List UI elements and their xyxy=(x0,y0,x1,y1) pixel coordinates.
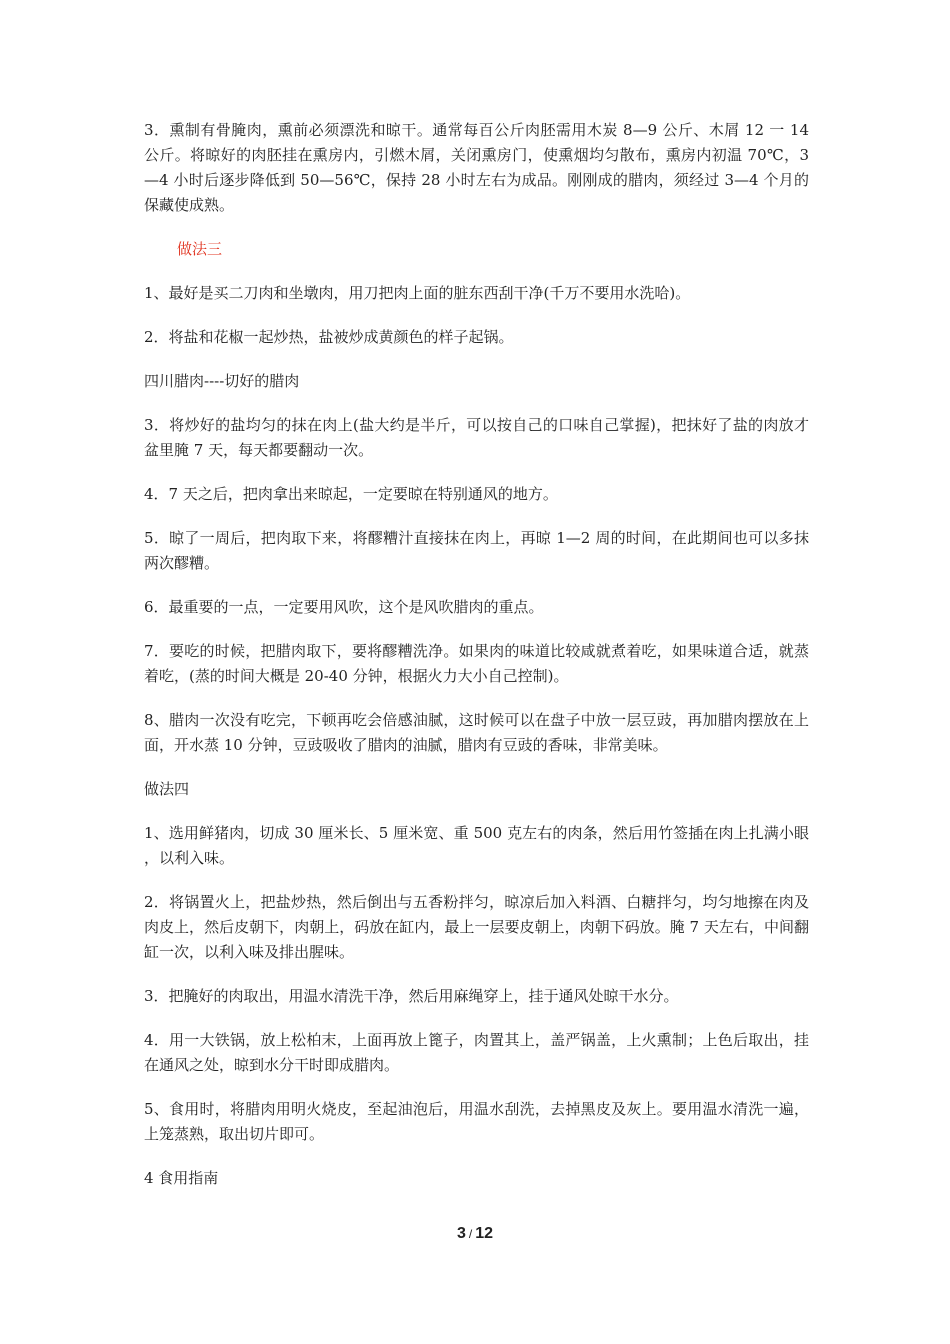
paragraph-method3-step-3: 3．将炒好的盐均匀的抹在肉上(盐大约是半斤，可以按自己的口味自己掌握)，把抹好了盐的肉放才盆里腌 7 天，每天都要翻动一次。 xyxy=(144,416,809,459)
document-body xyxy=(144,118,809,1210)
paragraph-method3-step-2: 2．将盐和花椒一起炒热，盐被炒成黄颜色的样子起锅。 xyxy=(144,328,514,346)
total-pages-number: 12 xyxy=(475,1225,494,1242)
paragraph-method4-step-1: 1、选用鲜猪肉，切成 30 厘米长、5 厘米宽、重 500 克左右的肉条，然后用竹签插在肉上扎满小眼 ，以利入味。 xyxy=(144,824,809,867)
paragraph-method3-step-5: 5．晾了一周后，把肉取下来，将醪糟汁直接抹在肉上，再晾 1—2 周的时间，在此期间也可以多抹两次醪糟。 xyxy=(144,529,809,572)
current-page-number: 3 xyxy=(456,1225,466,1242)
paragraph-method4-step-3: 3．把腌好的肉取出，用温水清洗干净，然后用麻绳穿上，挂于通风处晾干水分。 xyxy=(144,987,679,1005)
image-caption: 四川腊肉----切好的腊肉 xyxy=(144,372,300,390)
section-heading-eating-guide: 4 食用指南 xyxy=(144,1169,219,1187)
paragraph-method4-step-5: 5、食用时，将腊肉用明火烧皮，至起油泡后，用温水刮洗，去掉黑皮及灰上。要用温水清洗一遍，上笼蒸熟，取出切片即可。 xyxy=(144,1100,809,1143)
paragraph-smoking-step-3: 3．熏制有骨腌肉，熏前必须漂洗和晾干。通常每百公斤肉胚需用木炭 8—9 公斤、木屑 12 一 14 公斤。将晾好的肉胚挂在熏房内，引燃木屑，关闭熏房门，使熏烟均匀散布，熏房内初温 70℃，3—4 小时后逐步降低到 50—56℃，保持 28 小时左右为成品。刚刚成的腊肉，须经过 3—4 个月的保藏使成熟。 xyxy=(144,121,809,214)
section-heading-method-3: 做法三 xyxy=(177,240,223,258)
paragraph-method3-step-6: 6．最重要的一点，一定要用风吹，这个是风吹腊肉的重点。 xyxy=(144,598,544,616)
paragraph-method3-step-8: 8、腊肉一次没有吃完，下顿再吃会倍感油腻，这时候可以在盘子中放一层豆豉，再加腊肉摆放在上面，开水蒸 10 分钟，豆豉吸收了腊肉的油腻，腊肉有豆豉的香味，非常美味。 xyxy=(144,711,809,754)
paragraph-method3-step-7: 7．要吃的时候，把腊肉取下，要将醪糟洗净。如果肉的味道比较咸就煮着吃，如果味道合适，就蒸着吃，(蒸的时间大概是 20-40 分钟，根据火力大小自己控制)。 xyxy=(144,642,809,685)
paragraph-method4-step-2: 2．将锅置火上，把盐炒热，然后倒出与五香粉拌匀，晾凉后加入料酒、白糖拌匀，均匀地擦在肉及肉皮上，然后皮朝下，肉朝上，码放在缸内，最上一层要皮朝上，肉朝下码放。腌 7 天左右，中间翻缸一次，以利入味及排出腥味。 xyxy=(144,893,809,961)
paragraph-method3-step-1: 1、最好是买二刀肉和坐墩肉，用刀把肉上面的脏东西刮干净(千万不要用水洗哈)。 xyxy=(144,284,691,302)
paragraph-method3-step-4: 4．7 天之后，把肉拿出来晾起，一定要晾在特别通风的地方。 xyxy=(144,485,558,503)
section-heading-method-4: 做法四 xyxy=(144,780,190,798)
page-separator: / xyxy=(468,1227,473,1241)
paragraph-method4-step-4: 4．用一大铁锅，放上松柏末，上面再放上篦子，肉置其上，盖严锅盖，上火熏制；上色后取出，挂在通风之处，晾到水分干时即成腊肉。 xyxy=(144,1031,809,1074)
page-number xyxy=(0,1225,950,1243)
